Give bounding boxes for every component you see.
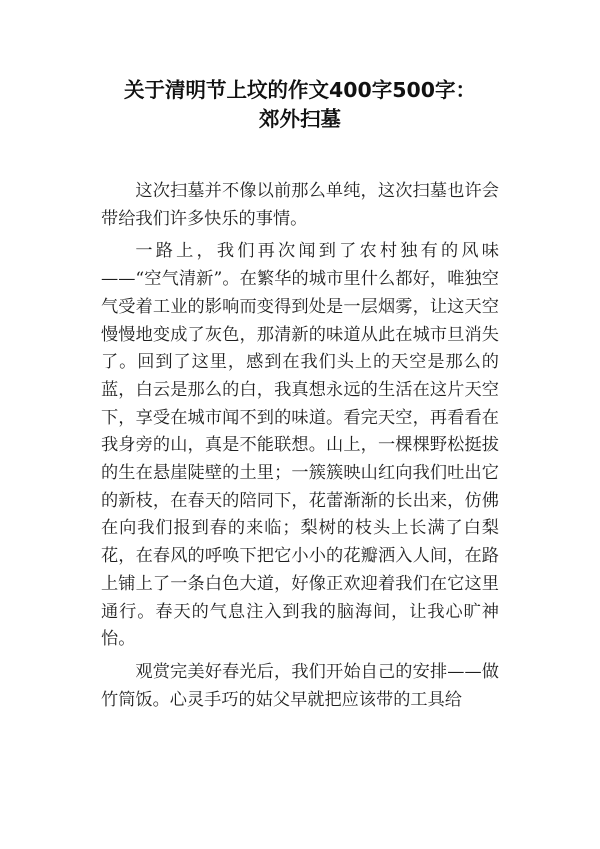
page-title <box>60 76 540 134</box>
title-line-1: 关于清明节上坟的作文400字500字： <box>123 78 477 102</box>
article-body <box>101 178 499 719</box>
paragraph-3: 观赏完美好春光后，我们开始自己的安排——做竹筒饭。心灵手巧的姑父早就把应该带的工具给 <box>101 661 499 710</box>
title-line-2: 郊外扫墓 <box>259 107 341 131</box>
paragraph-1: 这次扫墓并不像以前那么单纯，这次扫墓也许会带给我们许多快乐的事情。 <box>101 181 499 229</box>
paragraph-2: 一路上，我们再次闻到了农村独有的风味——“空气清新”。在繁华的城市里什么都好，唯独空气受着工业的影响而变得到处是一层烟雾，让这天空慢慢地变成了灰色，那清新的味道从此在城市旦消失了。回到了这里，感到在我们头上的天空是那么的蓝，白云是那么的白，我真想永远的生活在这片天空下，享受在城市闻不到的味道。看完天空，再看看在我身旁的山，真是不能联想。山上，一棵棵野松挺拔的生在悬崖陡壁的土里；一簇簇映山红向我们吐出它的新枝，在春天的陪同下，花蕾渐渐的长出来，仿佛在向我们报到春的来临；梨树的枝头上长满了白梨花，在春风的呼唤下把它小小的花瓣洒入人间，在路上铺上了一条白色大道，好像正欢迎着我们在它这里通行。春天的气息注入到我的脑海间，让我心旷神怡。 <box>101 241 499 650</box>
